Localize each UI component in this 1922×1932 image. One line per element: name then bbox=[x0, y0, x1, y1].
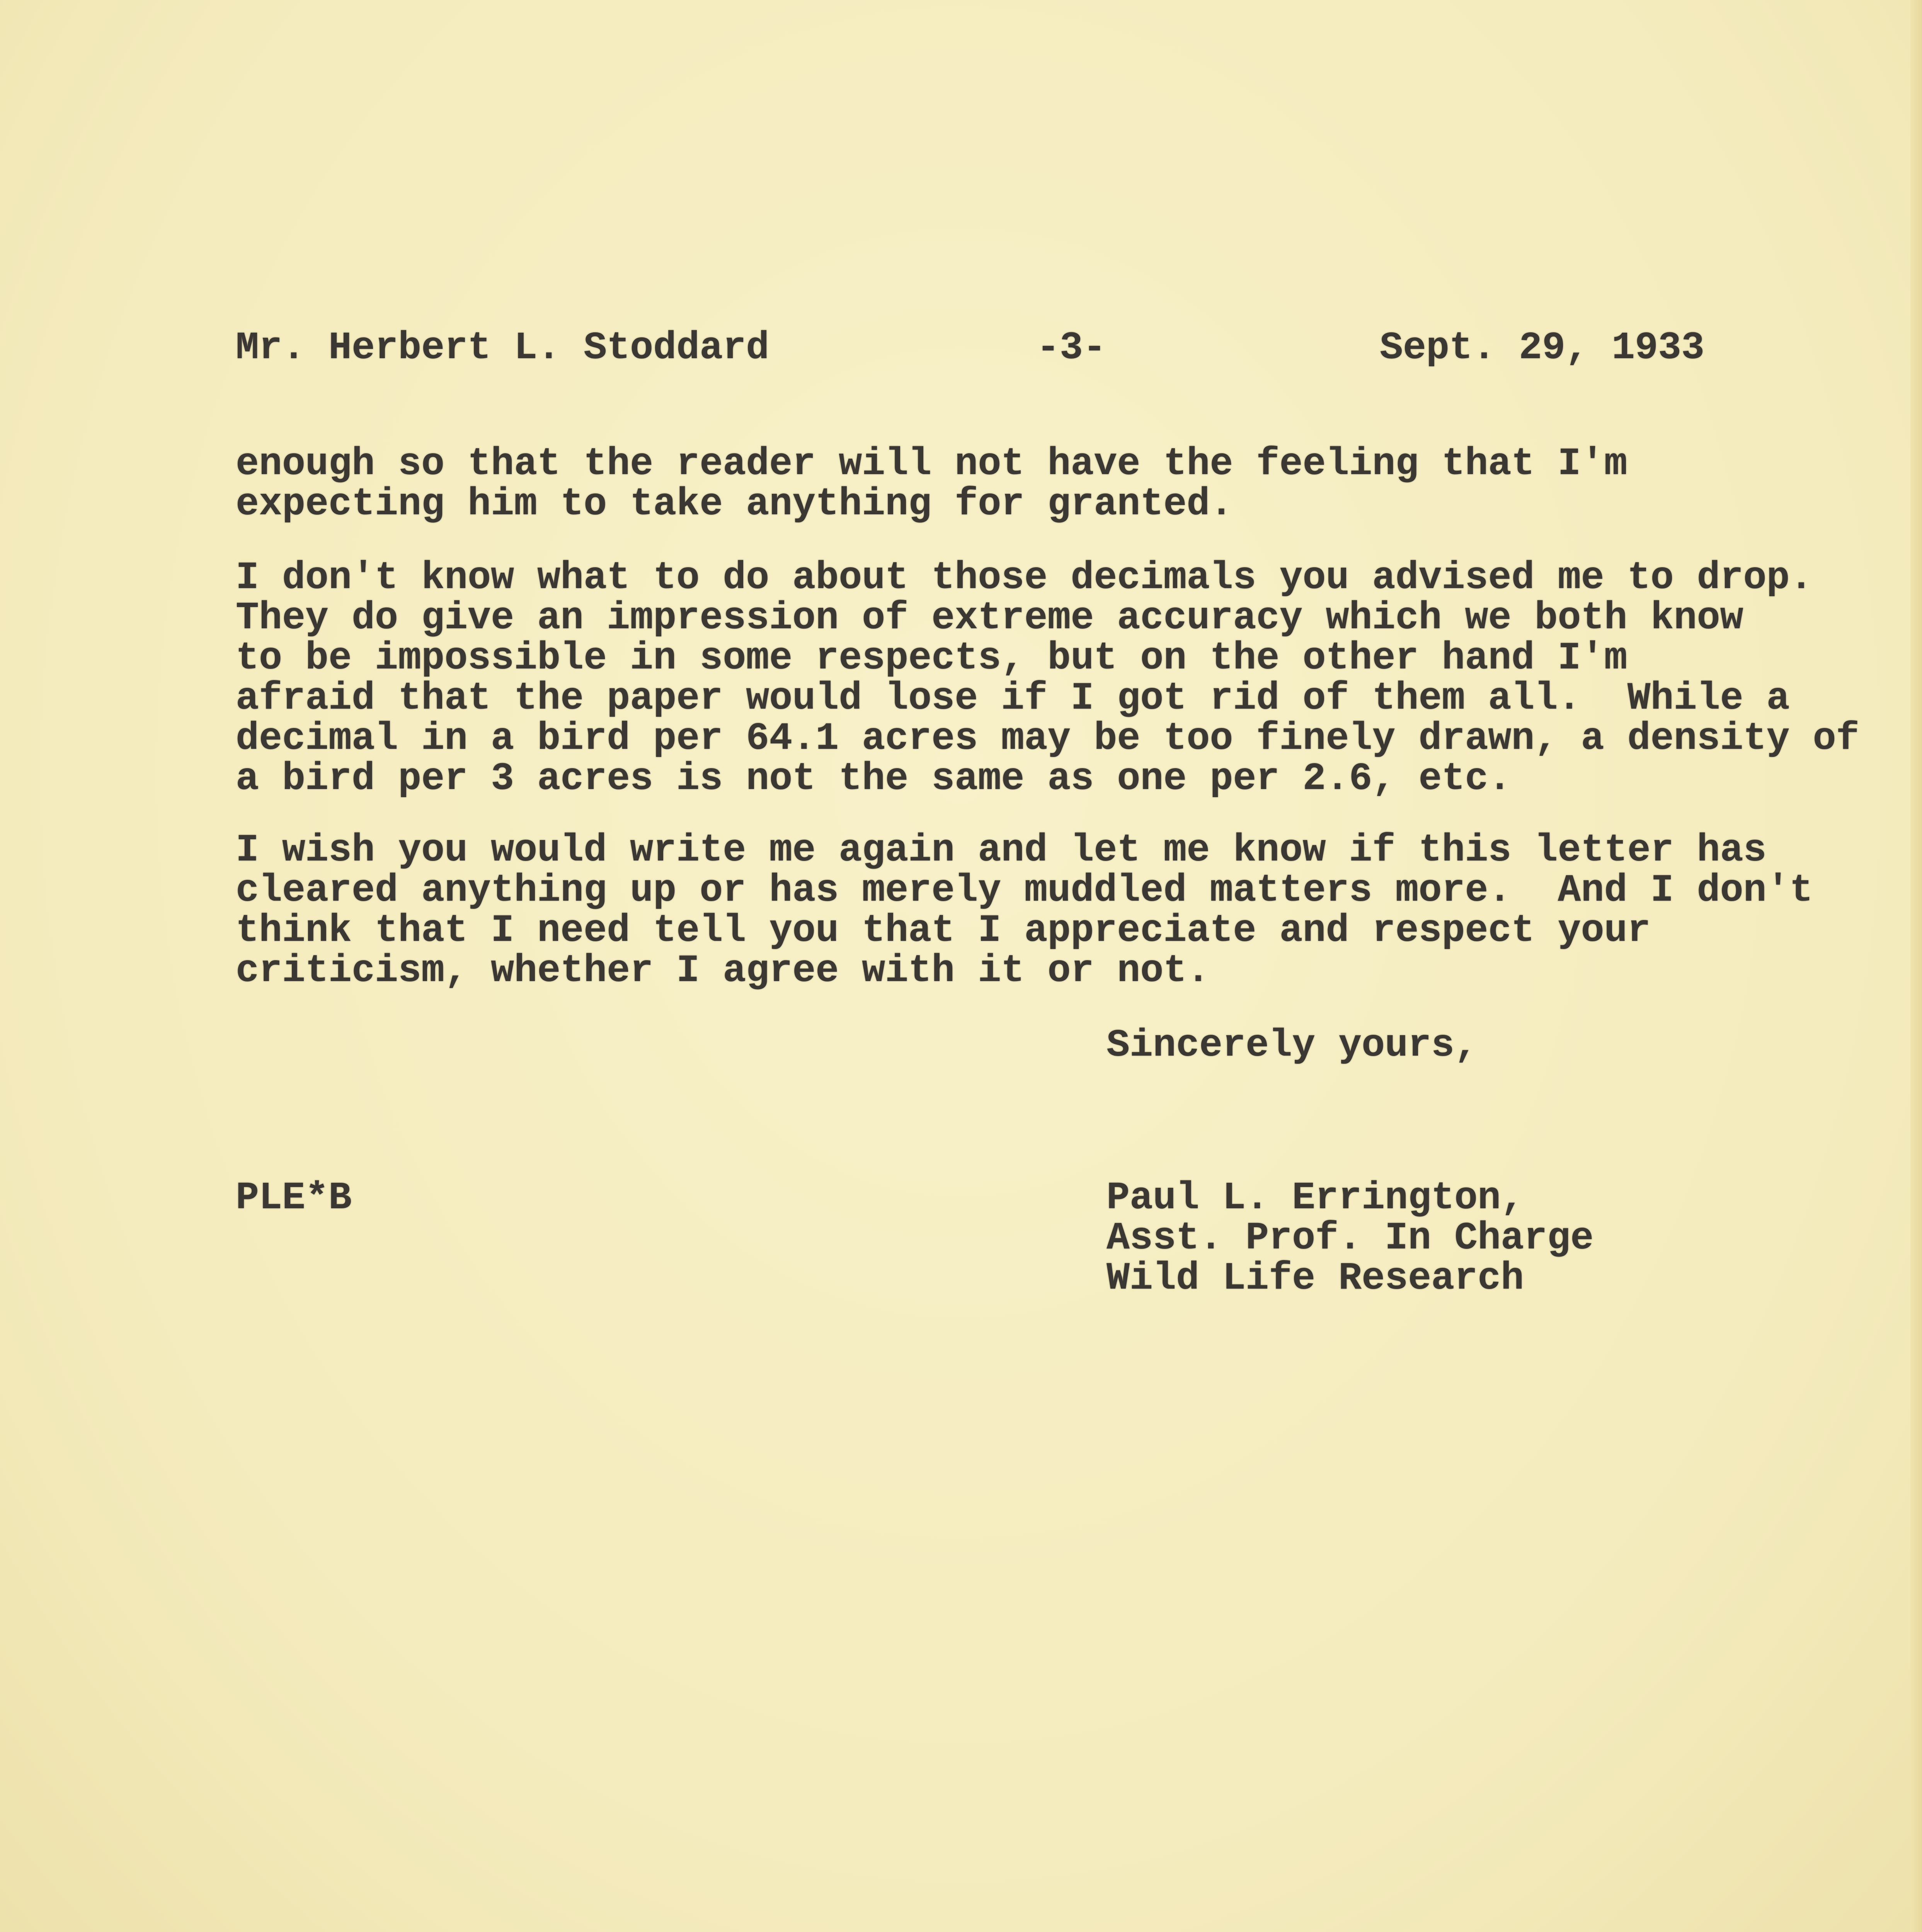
signature-name: Paul L. Errington, bbox=[1107, 1177, 1524, 1220]
page-number: -3- bbox=[1037, 327, 1107, 370]
text-line: decimal in a bird per 64.1 acres may be too finely drawn, a density of bbox=[236, 717, 1859, 761]
text-line: enough so that the reader will not have the feeling that I'm bbox=[236, 442, 1627, 486]
typist-initials: PLE*B bbox=[236, 1177, 352, 1220]
text-line: I wish you would write me again and let me know if this letter has bbox=[236, 829, 1767, 872]
recipient-header: Mr. Herbert L. Stoddard bbox=[236, 327, 769, 370]
paragraph-2 bbox=[236, 558, 1859, 799]
closing-salutation: Sincerely yours, bbox=[1107, 1024, 1478, 1068]
signature-block bbox=[1107, 1179, 1593, 1299]
paragraph-3 bbox=[236, 831, 1813, 992]
signature-department: Wild Life Research bbox=[1107, 1257, 1524, 1301]
signature-title: Asst. Prof. In Charge bbox=[1107, 1217, 1594, 1260]
text-line: afraid that the paper would lose if I got rid of them all. While a bbox=[236, 677, 1790, 721]
text-line: They do give an impression of extreme accuracy which we both know bbox=[236, 597, 1743, 640]
text-line: to be impossible in some respects, but on the other hand I'm bbox=[236, 637, 1627, 680]
text-line: expecting him to take anything for granted. bbox=[236, 483, 1233, 526]
text-line: criticism, whether I agree with it or not. bbox=[236, 949, 1210, 993]
text-line: think that I need tell you that I appreciate and respect your bbox=[236, 909, 1651, 953]
text-line: cleared anything up or has merely muddled matters more. And I don't bbox=[236, 869, 1813, 913]
paper-edge bbox=[1910, 0, 1922, 1932]
paragraph-1 bbox=[236, 444, 1627, 525]
text-line: a bird per 3 acres is not the same as one per 2.6, etc. bbox=[236, 757, 1512, 801]
letter-date: Sept. 29, 1933 bbox=[1380, 327, 1705, 370]
text-line: I don't know what to do about those decimals you advised me to drop. bbox=[236, 556, 1813, 600]
